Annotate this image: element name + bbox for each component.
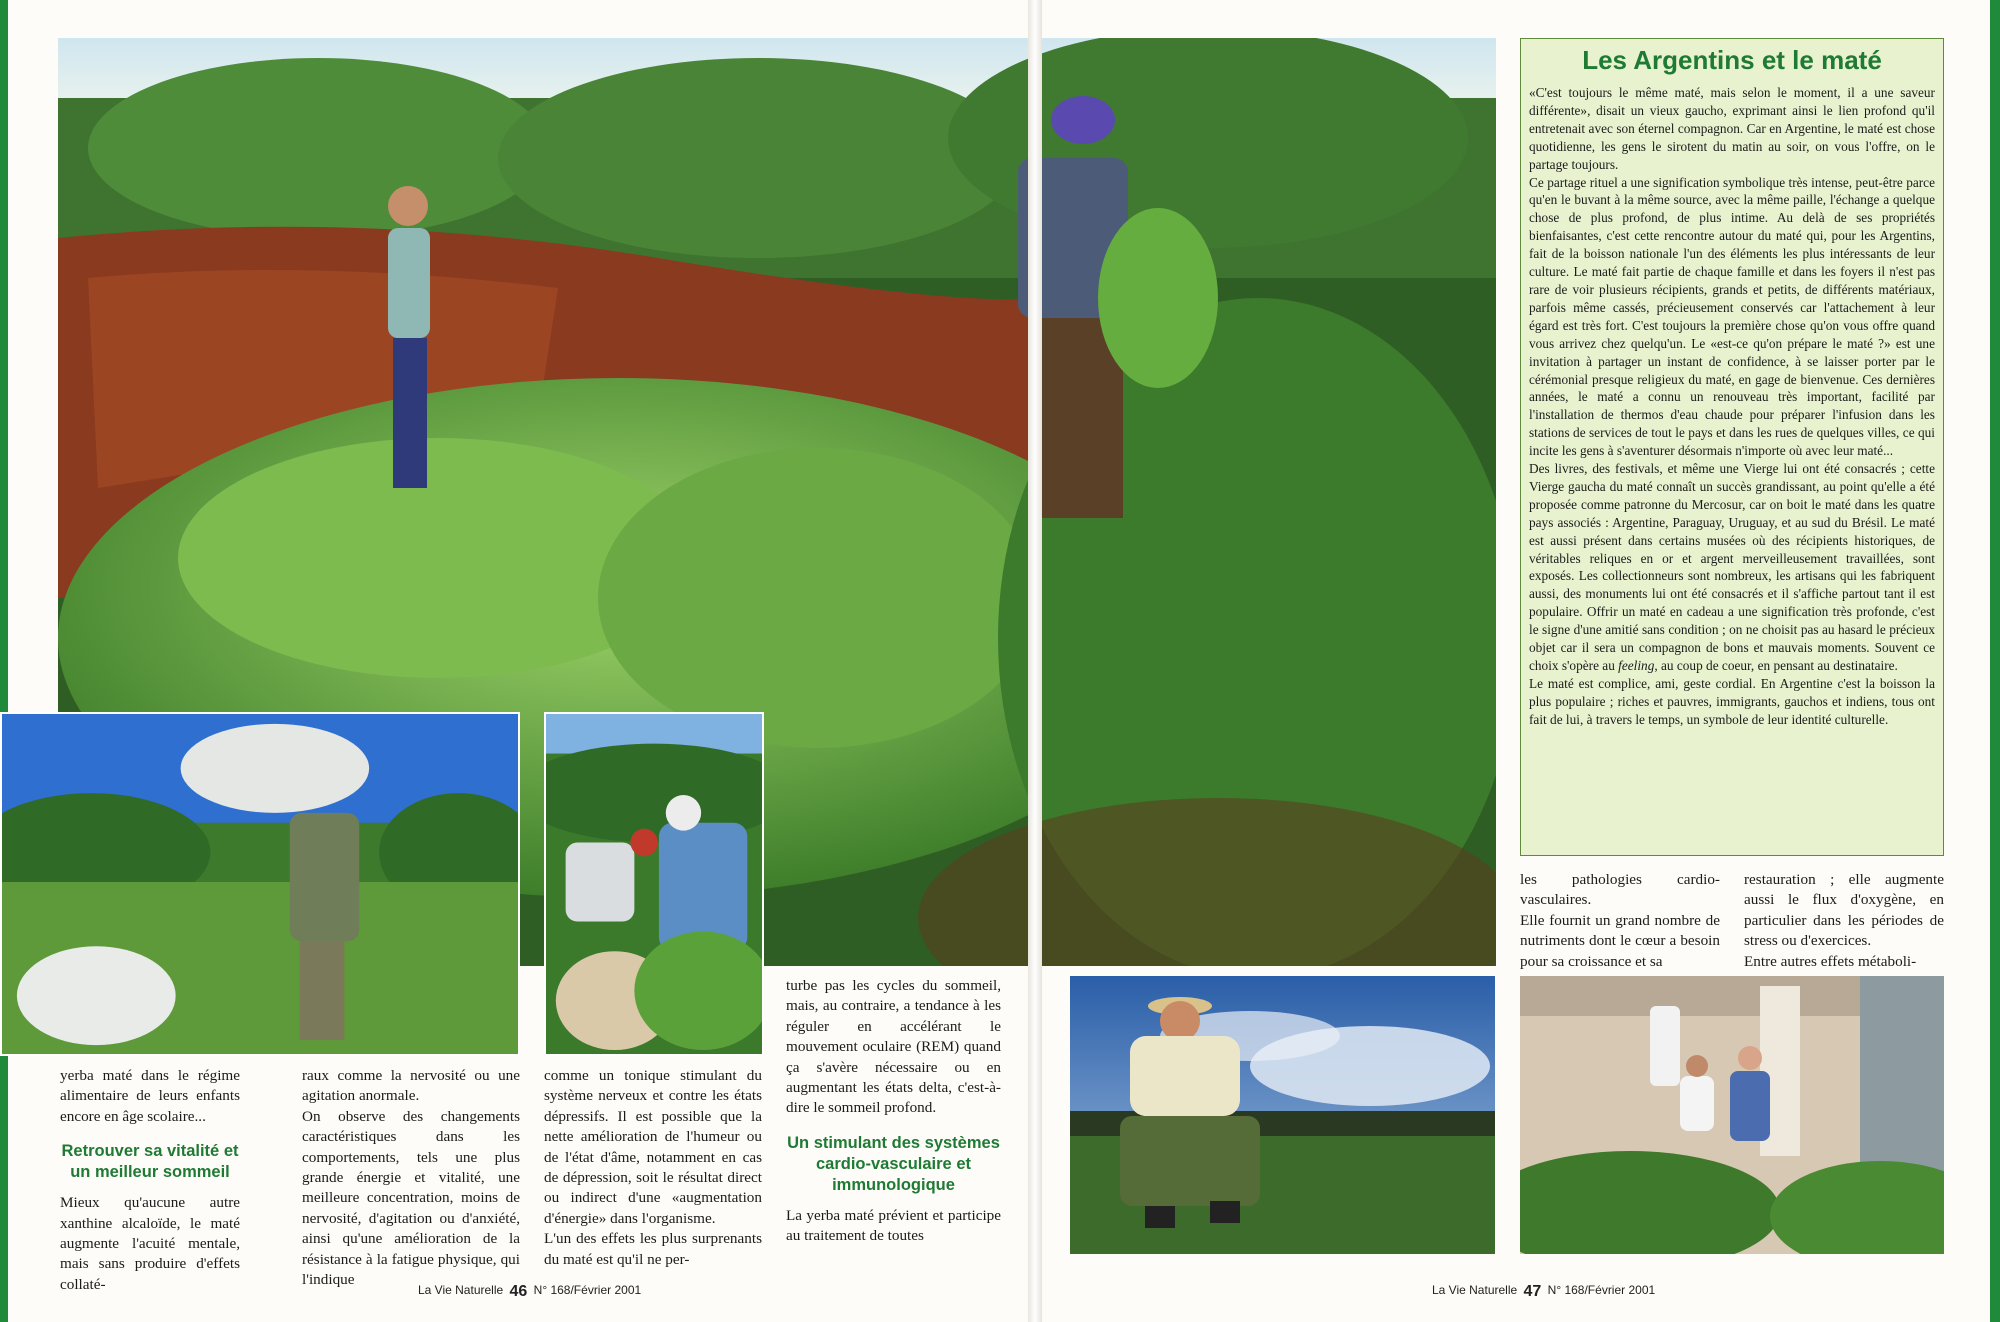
- article-text: comme un tonique stimulant du système nerveux et contre les états dépressifs. Il est possible que la nette amélioration de l'humeur ou de l'état d'âme, notamment en cas de dépression, soit le résultat direct ou indirect d'une «augmentation d'énergie» dans l'organisme.: [544, 1067, 762, 1227]
- article-text: On observe des changements caractéristiques dans les comportements, tels une plus grande énergie et vitalité, une meilleure concentration, moins de nervosité, d'agitation ou d'anxiété, ainsi qu'une amélioration de la résistance à la fatigue physique, qui l'indique: [302, 1107, 520, 1289]
- sidebar-box: [1520, 38, 1944, 856]
- article-text: Elle fournit un grand nombre de nutriments dont le cœur a besoin pour sa croissance et sa: [1520, 911, 1720, 970]
- article-text: turbe pas les cycles du sommeil, mais, au contraire, a tendance à les réguler en accélérant le mouvement oculaire (REM) quand ça s'avère nécessaire ou en augmentant les états delta, c'est-à-dire le sommeil profond.: [786, 977, 1001, 1117]
- left-page-edge: [0, 0, 8, 1322]
- right-folio: [1432, 1283, 1655, 1301]
- page-number: 47: [1523, 1283, 1542, 1300]
- gaucho-with-mate-photo: [1070, 976, 1495, 1254]
- sidebar-title: Les Argentins et le maté: [1582, 45, 1882, 75]
- sidebar-paragraph: Des livres, des festivals, et même une Vierge lui ont été consacrés ; cette Vierge gaucha du maté connaît un succès grandissant, au point qu'elle a été proposée comme patronne du Mercosur, car on boit le maté dans les quatre pays associés : Argentine, Paraguay, Uruguay, et au sud du Brésil. Le maté est aussi présent dans certains musées où des récipients historiques, de véritables reliques en or et argent merveilleusement travaillées, sont exposés. Les collectionneurs sont nombreux, les artisans qui les fabriquent aussi, des monuments lui ont été consacrés et il s'affiche partout tant il est populaire. Offrir un maté en cadeau a une signification très profonde, c'est le signe d'une amitié sans condition ; on ne choisit pas au hasard le précieux objet car il sera un compagnon de bons et mauvais moments. Souvent ce choix s'opère au feeling, au coup de coeur, en pensant au destinataire.: [1529, 461, 1935, 673]
- article-text: Mieux qu'aucune autre xanthine alcaloïde, le maté augmente l'acuité mentale, mais sans produire d'effets collaté-: [60, 1194, 240, 1293]
- house-mate-monument-photo: [1520, 976, 1944, 1254]
- right-page-edge: [1990, 0, 2000, 1322]
- leaf-pickers-photo: [544, 712, 764, 1056]
- sidebar-paragraph: Ce partage rituel a une signification symbolique très intense, peut-être parce qu'en le buvant à la même source, avec la même paille, l'échange a quelque chose de plus profond, de plus intime. Au delà de ses propriétés bienfaisantes, c'est cette rencontre autour du maté qui, pour les Argentins, fait de la boisson nationale l'un des éléments les plus intéressants de leur culture. Le maté fait partie de chaque famille et dans les foyers il n'est pas rare de voir plusieurs récipients, grands et petits, de différents matériaux, parfois même cassés, précieusement conservés car l'attachement à leur égard est très fort. C'est toujours la première chose qu'on vous offre quand vous arrivez chez quelqu'un. Le «est-ce qu'on prépare le maté ?» est une invitation à partager un instant de confidence, à se laisser porter par le cérémonial presque religieux du maté, en gage de bienvenue. Ces dernières années, le maté a connu un renouveau très important, facilité par l'installation de thermos d'eau chaude pour préparer l'infusion dans les stations de services de tout le pays et dans les rues de quelques villes, ce qui incite les gens à s'aventurer désormais n'importe où avec leur maté...: [1529, 174, 1935, 459]
- article-column-3: [544, 1066, 762, 1270]
- article-text: yerba maté dans le régime alimentaire de leurs enfants encore en âge scolaire...: [60, 1067, 240, 1125]
- page-gutter: [1028, 0, 1042, 1322]
- article-text: restauration ; elle augmente aussi le flux d'oxygène, en particulier dans les périodes de stress ou d'exercices.: [1744, 871, 1944, 950]
- article-column-1: [60, 1066, 240, 1295]
- issue-info: N° 168/Février 2001: [1547, 1283, 1656, 1297]
- article-text: La yerba maté prévient et participe au traitement de toutes: [786, 1206, 1001, 1245]
- article-text: Entre autres effets métaboli-: [1744, 952, 1917, 970]
- sack-carrier-photo: [0, 712, 520, 1056]
- section-heading-cardio: Un stimulant des systèmes cardio-vasculaire et immunologique: [787, 1133, 1000, 1194]
- sidebar-paragraph: «C'est toujours le même maté, mais selon le moment, il a une saveur différente», disait un vieux gaucho, exprimant ainsi le lien profond qu'il entretenait avec son éternel compagnon. Car en Argentine, le maté est chose quotidienne, les gens le sirotent du matin au soir, on vous l'offre, on le partage toujours.: [1529, 85, 1935, 172]
- article-column-4: [786, 976, 1001, 1247]
- magazine-name: La Vie Naturelle: [418, 1283, 504, 1297]
- article-column-5: [1520, 870, 1720, 972]
- issue-info: N° 168/Février 2001: [533, 1283, 642, 1297]
- article-text: raux comme la nervosité ou une agitation anormale.: [302, 1067, 520, 1105]
- section-heading-vitality: Retrouver sa vitalité et un meilleur sommeil: [61, 1142, 239, 1182]
- article-text: les pathologies cardio-vasculaires.: [1520, 871, 1720, 909]
- article-column-2: [302, 1066, 520, 1290]
- page-number: 46: [509, 1283, 528, 1300]
- article-column-6: [1744, 870, 1944, 972]
- article-text: L'un des effets les plus surprenants du maté est qu'il ne per-: [544, 1230, 762, 1268]
- sidebar-paragraph: Le maté est complice, ami, geste cordial. En Argentine c'est la boisson la plus populaire ; riches et pauvres, immigrants, gauchos et indiens, tous ont fait de lui, à travers le temps, un symbole de leur identité culturelle.: [1529, 675, 1935, 727]
- magazine-name: La Vie Naturelle: [1432, 1283, 1518, 1297]
- left-folio: [418, 1283, 641, 1301]
